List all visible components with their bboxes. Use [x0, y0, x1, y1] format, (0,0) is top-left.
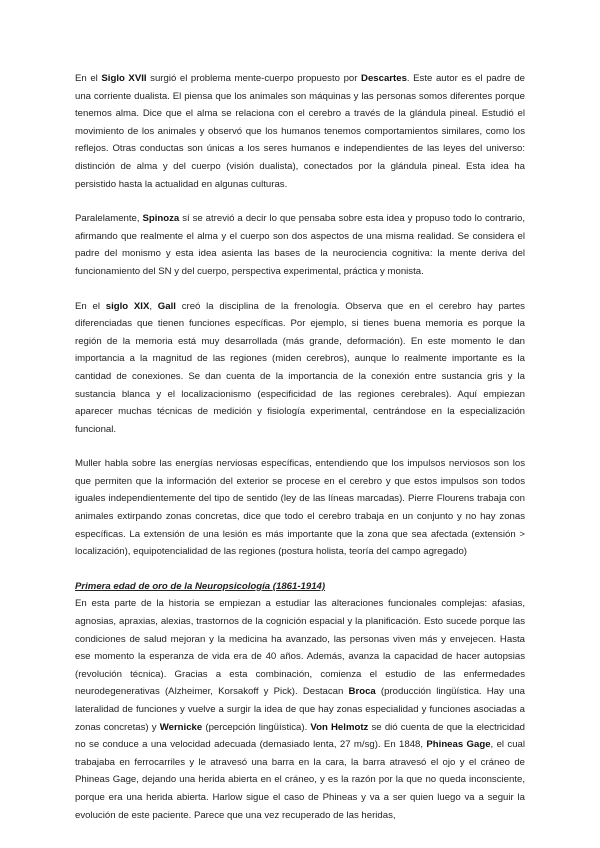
text-run: Muller habla sobre las energías nerviosas específicas, entendiendo que los impulsos nerviosos son los que permiten que la información del exterior se procese en el cerebro y que estos impulsos son todos iguales independientemente del tipo de sentido (ley de las líneas marcadas). Pierre Flourens trabaja con animales extirpando zonas concretas, dice que todo el cerebro trabaja en un conjunto y no hay zonas específicas. La extensión de una lesión es más importante que la zona que sea afectada (extensión > localización), equipotencialidad de las regiones (postura holista, teoría del campo agregado): [75, 458, 525, 558]
text-run: ,: [149, 300, 158, 312]
paragraph-gall: [75, 298, 525, 439]
bold-term: Wernicke: [159, 721, 203, 733]
bold-term: Phineas Gage: [426, 739, 491, 751]
text-run: se dió cuenta de que la electricidad no se conduce a una velocidad adecuada (demasiado lenta, 27 m/sg). En 1848,: [75, 721, 525, 751]
bold-term: Siglo XVII: [101, 73, 147, 84]
paragraph-spinoza: [75, 210, 525, 280]
text-run: (producción lingüística. Hay una lateralidad de funciones y vuelve a surgir la idea de que hay zonas especialidad y funciones asociadas a zonas concretas) y: [75, 686, 525, 733]
text-run: sí se atrevió a decir lo que pensaba sobre esta idea y propuso todo lo contrario, afirmando que realmente el alma y el cuerpo son dos aspectos de una misma realidad. Se considera el padre del monismo y esta idea asienta las bases de la neurociencia cognitiva: la mente deriva del funcionamiento del SN y del cuerpo, perspectiva experimental, práctica y monista.: [75, 213, 525, 277]
bold-term: Descartes: [361, 73, 407, 84]
text-run: En el: [75, 73, 102, 84]
text-run: En el: [75, 300, 106, 312]
text-run: . Este autor es el padre de una corriente dualista. El piensa que los animales son máquinas y las personas somos diferentes porque tenemos alma. Dice que el alma se relaciona con el cerebro a través de la glándula pineal. Estudió el movimiento de los animales y observó que los humanos tenemos comportamientos similares, como los reflejos. Otras conductas son únicas a los seres humanos e independientes de las leyes del universo: distinción de alma y del cuerpo (visión dualista), conectados por la glándula pineal. Esta idea ha persistido hasta la actualidad en algunas culturas.: [75, 73, 525, 190]
bold-term: Gall: [157, 300, 176, 312]
text-run: (percepción lingüística).: [202, 721, 311, 733]
bold-term: siglo XIX: [105, 300, 150, 312]
text-run: creó la disciplina de la frenología. Observa que en el cerebro hay partes diferenciadas que tienen funciones específicas. Por ejemplo, si tienes buena memoria es porque la región de la memoria está muy desarrollada (más grande, deformación). En este momento le dan importancia a la magnitud de las regiones (miden cerebros), aunque lo realmente importante es la cantidad de conexiones. Se dan cuenta de la importancia de la conexión entre sustancia gris y la sustancia blanca y el localizacionismo (especificidad de las regiones cerebrales). Aquí empiezan aparecer muchas técnicas de medición y fisiología experimental, centrándose en la especialización funcional.: [75, 300, 525, 435]
text-run: , el cual trabajaba en ferrocarriles y le atravesó una barra en la cara, la barra atravesó el ojo y el cráneo de Phineas Gage, dejando una herida abierta en el cráneo, y es la razón por la que no queda inconsciente, porque era una herida abierta. Harlow sigue el caso de Phineas y va a ser quien luego va a seguir la evolución de este paciente. Parece que una vez recuperado de las heridas,: [75, 739, 525, 821]
text-run: Paralelamente,: [75, 213, 143, 225]
paragraph-descartes: [75, 70, 525, 193]
paragraph-primera-edad: [75, 595, 525, 824]
text-run: surgió el problema mente-cuerpo propuesto por: [146, 73, 362, 84]
bold-term: Spinoza: [142, 213, 180, 225]
bold-term: Broca: [348, 686, 376, 698]
section-heading: Primera edad de oro de la Neuropsicología (1861-1914): [75, 580, 326, 592]
bold-term: Von Helmotz: [310, 721, 369, 733]
text-run: En esta parte de la historia se empiezan a estudiar las alteraciones funcionales complejas: afasias, agnosias, apraxias, alexias, trastornos de la cognición espacial y la planificación. Esto sucede porque las condiciones de salud mejoran y la medicina ha avanzado, las personas viven más y envejecen. Hasta ese momento la esperanza de vida era de 40 años. Además, avanza la capacidad de hacer autopsias (revolución técnica). Gracias a esta combinación, comienza el estudio de las enfermedades neurodegenerativas (Alzheimer, Korsakoff y Pick). Destacan: [75, 598, 525, 698]
paragraph-muller: [75, 455, 525, 561]
